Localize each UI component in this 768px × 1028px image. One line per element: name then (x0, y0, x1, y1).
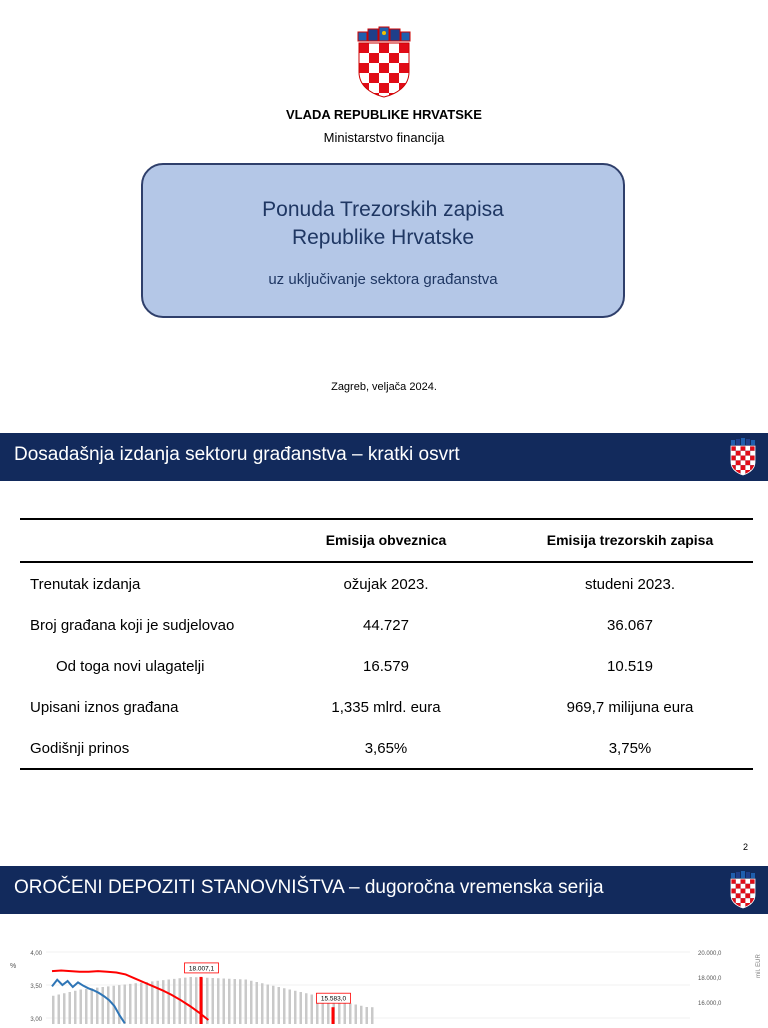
deposit-bar (338, 1001, 341, 1024)
deposit-bar (140, 983, 143, 1024)
date-line: Zagreb, veljača 2024. (331, 381, 437, 393)
deposit-bar (124, 985, 127, 1025)
deposit-bar (355, 1005, 358, 1025)
croatian-coat-of-arms-icon (730, 438, 756, 476)
croatian-coat-of-arms-icon (730, 871, 756, 909)
row-value-bills: 3,75% (608, 740, 652, 757)
table-rule-top (20, 518, 753, 520)
title-line-2: Republike Hrvatske (291, 226, 475, 249)
deposit-bar (74, 991, 77, 1024)
subtitle: uz uključivanje sektora građanstva (268, 271, 498, 288)
annotation-label: 18.007,1 (188, 965, 215, 973)
deposit-bar (129, 984, 132, 1024)
left-axis-unit: % (10, 963, 17, 970)
right-axis-tick: 20.000,0 (698, 951, 722, 957)
deposit-bar (107, 986, 110, 1024)
deposit-bar (162, 980, 165, 1024)
row-value-bonds: 1,335 mlrd. eura (331, 699, 441, 716)
deposit-bar (267, 985, 270, 1025)
page-number: 2 (743, 842, 749, 852)
right-axis-unit: mil. EUR (756, 954, 762, 978)
ministry-name: Ministarstvo financija (323, 130, 445, 145)
deposit-bar (349, 1003, 352, 1024)
row-label: Od toga novi ulagatelji (56, 658, 205, 675)
deposit-bar (294, 991, 297, 1024)
deposit-bar (311, 995, 314, 1025)
row-value-bonds: 3,65% (364, 740, 408, 757)
deposit-bar (344, 1002, 347, 1024)
title-line-1: Ponuda Trezorskih zapisa (262, 198, 504, 221)
deposit-bar (118, 985, 121, 1024)
slide2-banner (0, 433, 768, 481)
deposit-bar (234, 979, 237, 1024)
deposit-bar (146, 982, 149, 1024)
deposit-bar (190, 977, 193, 1024)
row-value-bills: 10.519 (607, 658, 653, 675)
deposit-bar (195, 977, 198, 1024)
slide2-title: Dosadašnja izdanja sektoru građanstva – kratki osvrt (14, 444, 460, 465)
row-label: Broj građana koji je sudjelovao (30, 617, 235, 634)
government-name: VLADA REPUBLIKE HRVATSKE (286, 107, 482, 122)
deposit-bar (184, 978, 187, 1024)
highlight-bar (200, 977, 203, 1024)
deposit-bar (63, 993, 66, 1024)
deposit-bar (278, 987, 281, 1024)
deposit-bar (261, 983, 264, 1024)
deposit-bar (256, 982, 259, 1024)
deposit-bar (283, 988, 286, 1024)
deposit-bar (168, 980, 171, 1025)
row-value-bonds: 16.579 (363, 658, 409, 675)
row-value-bills: studeni 2023. (584, 576, 676, 593)
deposit-bar (217, 978, 220, 1024)
deposit-bar (289, 990, 292, 1025)
deposit-bar (245, 980, 248, 1025)
deposit-bar (85, 989, 88, 1024)
deposits-chart-svg (0, 914, 768, 1024)
title-box (141, 163, 625, 318)
row-value-bills: 969,7 milijuna eura (566, 699, 694, 716)
right-axis-tick: 18.000,0 (698, 976, 722, 982)
deposit-bar (102, 987, 105, 1024)
deposit-bar (300, 992, 303, 1024)
deposit-bar (91, 988, 94, 1024)
deposit-bar (250, 981, 253, 1024)
deposits-chart (0, 914, 768, 1024)
deposit-bar (239, 979, 242, 1024)
table-rule-header (20, 561, 753, 563)
right-axis-tick: 16.000,0 (698, 1001, 722, 1007)
column-header-bills: Emisija trezorskih zapisa (546, 532, 714, 548)
deposit-bar (58, 995, 61, 1025)
deposit-bar (135, 983, 138, 1024)
deposit-bar (212, 978, 215, 1024)
table-rule-bottom (20, 768, 753, 770)
deposit-bar (80, 990, 83, 1025)
croatian-coat-of-arms-icon (356, 26, 412, 98)
highlight-bar (332, 1007, 335, 1024)
deposit-bar (305, 993, 308, 1024)
deposit-bar (151, 981, 154, 1024)
column-header-bonds: Emisija obveznica (325, 532, 447, 548)
deposit-bar (360, 1006, 363, 1024)
deposit-bar (69, 992, 72, 1024)
title-slide (0, 0, 768, 432)
row-value-bills: 36.067 (607, 617, 653, 634)
left-axis-tick: 4,00 (30, 951, 42, 957)
left-axis-tick: 3,00 (30, 1017, 42, 1023)
deposit-bar (228, 979, 231, 1024)
deposit-bar (173, 979, 176, 1024)
deposit-bar (223, 979, 226, 1025)
row-value-bonds: 44.727 (363, 617, 409, 634)
deposit-bar (272, 986, 275, 1024)
row-label: Trenutak izdanja (30, 576, 141, 593)
deposit-bar (366, 1007, 369, 1024)
row-value-bonds: ožujak 2023. (343, 576, 429, 593)
deposit-bar (206, 978, 209, 1024)
row-label: Godišnji prinos (30, 740, 130, 757)
slide3-title: OROČENI DEPOZITI STANOVNIŠTVA – dugoročna vremenska serija (14, 877, 604, 898)
annotation-label: 15.583,0 (320, 995, 347, 1003)
slide3-banner (0, 866, 768, 914)
row-label: Upisani iznos građana (30, 699, 179, 716)
left-axis-tick: 3,50 (30, 984, 42, 990)
deposit-bar (52, 996, 55, 1024)
deposit-bar (371, 1007, 374, 1024)
